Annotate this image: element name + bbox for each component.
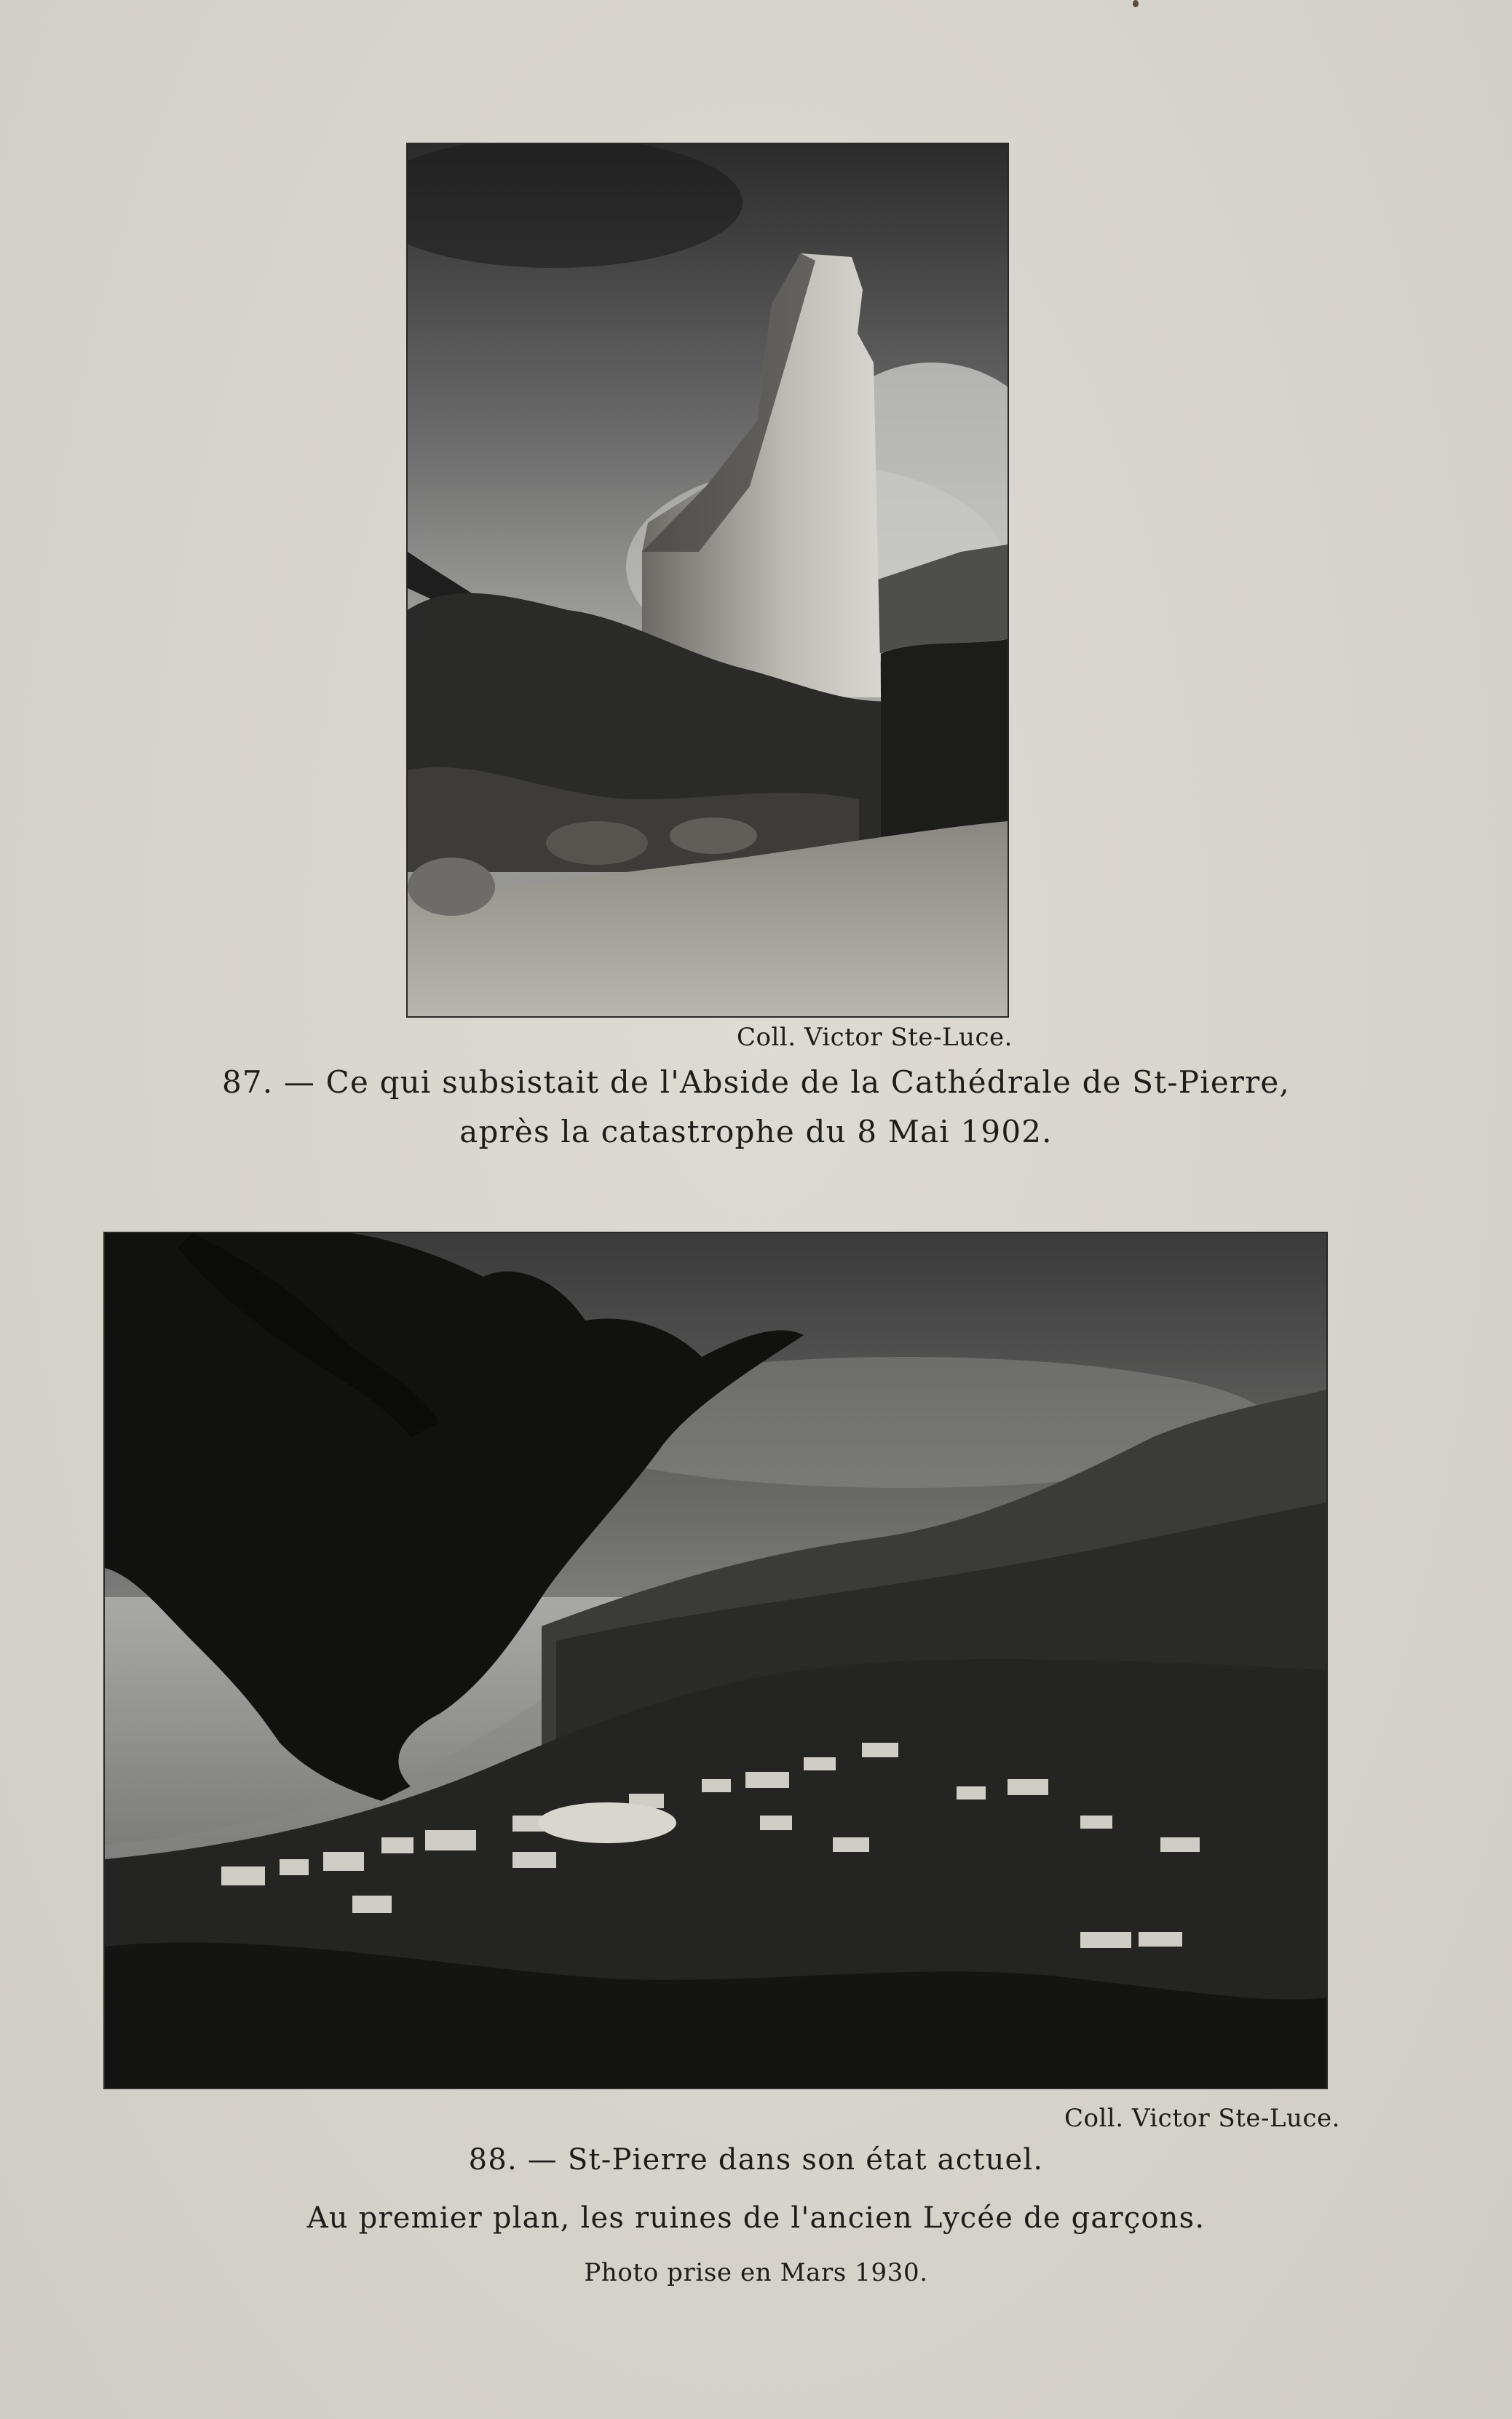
figure-88-caption-line2: Au premier plan, les ruines de l'ancien Lycée de garçons. [306,2201,1206,2235]
st-pierre-panorama-photo [103,1232,1328,2089]
figure-88-caption-line3: Photo prise en Mars 1930. [584,2258,928,2287]
figure-88-caption-line1: 88. — St-Pierre dans son état actuel. [468,2143,1044,2177]
paper-speck [1133,0,1139,7]
figure-88-credit: Coll. Victor Ste-Luce. [1064,2104,1340,2133]
figure-87-caption-line2: après la catastrophe du 8 Mai 1902. [459,1114,1053,1149]
figure-87-credit: Coll. Victor Ste-Luce. [737,1023,1013,1052]
figure-87-caption-line1: 87. — Ce qui subsistait de l'Abside de la Cathédrale de St-Pierre, [221,1064,1291,1100]
cathedral-apse-ruins-photo [406,143,1009,1018]
